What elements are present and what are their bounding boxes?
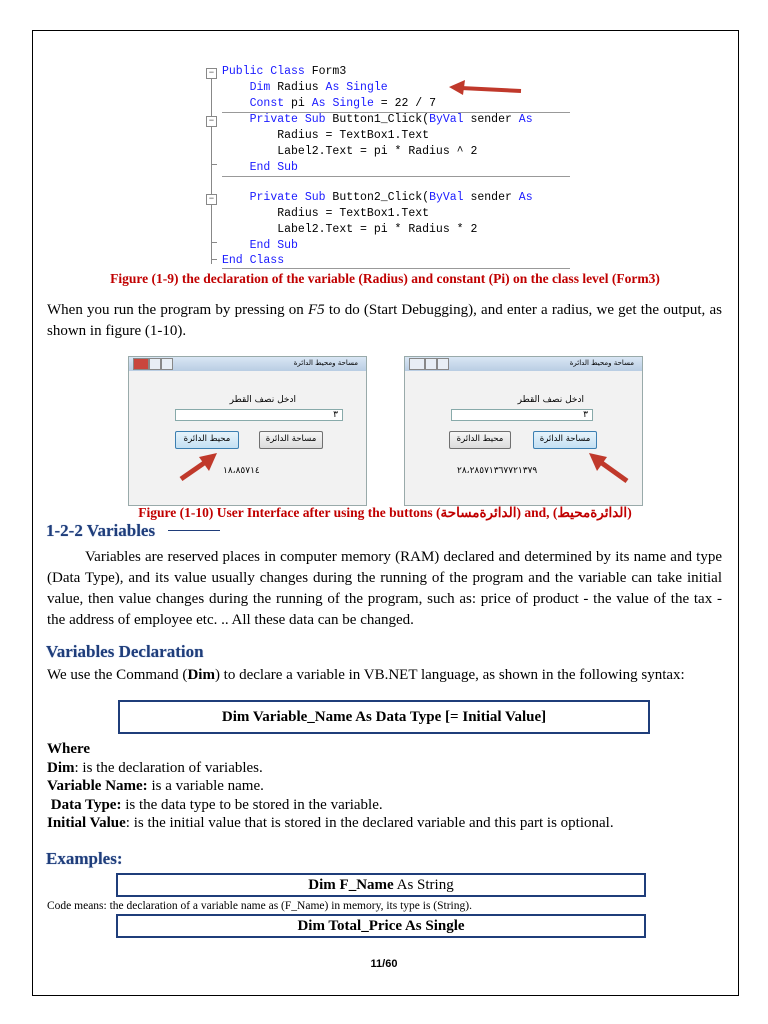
example-box-2: Dim Total_Price As Single bbox=[116, 914, 646, 938]
fold-end bbox=[211, 164, 217, 165]
window-title: مساحة ومحيط الدائرة bbox=[569, 359, 634, 367]
circumference-button[interactable]: محيط الدائرة bbox=[449, 431, 511, 449]
run-paragraph: When you run the program by pressing on F5 to do (Start Debugging), and enter a radius, we get the output, as shown in figure (1-10). bbox=[47, 302, 722, 339]
minimize-icon[interactable] bbox=[437, 358, 449, 370]
fold-toggle: − bbox=[206, 194, 217, 205]
code-line: Radius = TextBox1.Text bbox=[222, 207, 430, 220]
fold-toggle: − bbox=[206, 116, 217, 127]
radius-prompt: ادخل نصف القطر bbox=[229, 395, 296, 405]
maximize-icon[interactable] bbox=[149, 358, 161, 370]
definition-item: Initial Value: is the initial value that is stored in the declared variable and this part is optional. bbox=[47, 815, 614, 831]
red-arrow-icon bbox=[585, 449, 631, 485]
minimize-icon[interactable] bbox=[161, 358, 173, 370]
section-heading: Examples: bbox=[46, 849, 123, 868]
result-label: ٢٨،٢٨٥٧١٣٦٧٧٢١٣٧٩ bbox=[457, 466, 538, 476]
section-heading: 1-2-2 Variables bbox=[46, 521, 156, 540]
fold-end bbox=[211, 259, 217, 260]
variables-paragraph: Variables are reserved places in computer memory (RAM) declared and determined by its name and type (Data Type), and its value usually changes during the running of the program and the variable can take initial value, then value changes during the running of the program, such as: price of product - the value of the tax - the address of employee etc. .. All these data can be changed. bbox=[47, 549, 722, 628]
window-title: مساحة ومحيط الدائرة bbox=[293, 359, 358, 367]
definition-item: Dim: is the declaration of variables. bbox=[47, 759, 263, 776]
area-button[interactable]: مساحة الدائرة bbox=[533, 431, 597, 449]
code-line: Const pi As Single = 22 / 7 bbox=[249, 97, 436, 110]
syntax-box: Dim Variable_Name As Data Type [= Initial Value] bbox=[118, 700, 650, 734]
example-box-1: Dim F_Name As String bbox=[116, 873, 646, 897]
code-line: Public Class Form3 bbox=[222, 65, 347, 78]
definition-item: Variable Name: is a variable name. bbox=[47, 778, 264, 794]
window-titlebar bbox=[129, 357, 366, 371]
declaration-intro: We use the Command (Dim) to declare a variable in VB.NET language, as shown in the following syntax: bbox=[47, 667, 685, 683]
red-arrow-icon bbox=[445, 78, 525, 100]
red-arrow-icon bbox=[177, 449, 223, 483]
result-label: ١٨،٨٥٧١٤ bbox=[223, 466, 260, 476]
figure-caption: Figure (1-9) the declaration of the variable (Radius) and constant (Pi) on the class level (Form3) bbox=[110, 271, 660, 286]
fold-toggle: − bbox=[206, 68, 217, 79]
code-line: Private Sub Button1_Click(ByVal sender As bbox=[249, 113, 533, 126]
fold-line bbox=[211, 74, 212, 264]
where-label: Where bbox=[47, 741, 91, 757]
window-titlebar bbox=[405, 357, 642, 371]
code-line: End Class bbox=[222, 254, 285, 267]
app-window-left bbox=[128, 356, 367, 506]
section-heading: Variables Declaration bbox=[46, 642, 204, 661]
code-line: End Sub bbox=[249, 161, 298, 174]
code-line: Label2.Text = pi * Radius * 2 bbox=[222, 223, 478, 236]
maximize-icon[interactable] bbox=[425, 358, 437, 370]
radius-input[interactable]: ٣ bbox=[451, 409, 593, 421]
app-window-right bbox=[404, 356, 643, 506]
radius-input[interactable]: ٣ bbox=[175, 409, 343, 421]
definitions bbox=[47, 740, 722, 833]
circumference-button[interactable]: محيط الدائرة bbox=[175, 431, 239, 449]
code-line: Label2.Text = pi * Radius ^ 2 bbox=[222, 145, 478, 158]
code-separator bbox=[222, 268, 570, 269]
heading-underline bbox=[168, 530, 220, 531]
code-separator bbox=[222, 176, 570, 177]
fold-end bbox=[211, 242, 217, 243]
area-button[interactable]: مساحة الدائرة bbox=[259, 431, 323, 449]
page-number: 11/60 bbox=[370, 958, 398, 970]
figure-caption: Figure (1-10) User Interface after using the buttons (الدائرةمساحة) and, (الدائرةمحيط) bbox=[138, 505, 632, 520]
close-icon[interactable] bbox=[133, 358, 149, 370]
example-note: Code means: the declaration of a variable name as (F_Name) in memory, its type is (String). bbox=[47, 900, 472, 912]
code-line: Radius = TextBox1.Text bbox=[222, 129, 430, 142]
code-line: Dim Radius As Single bbox=[249, 81, 388, 94]
code-line: Private Sub Button2_Click(ByVal sender As bbox=[249, 191, 533, 204]
definition-item: Data Type: is the data type to be stored in the variable. bbox=[47, 796, 383, 813]
code-line: End Sub bbox=[249, 239, 298, 252]
close-icon[interactable] bbox=[409, 358, 425, 370]
radius-prompt: ادخل نصف القطر bbox=[517, 395, 584, 405]
